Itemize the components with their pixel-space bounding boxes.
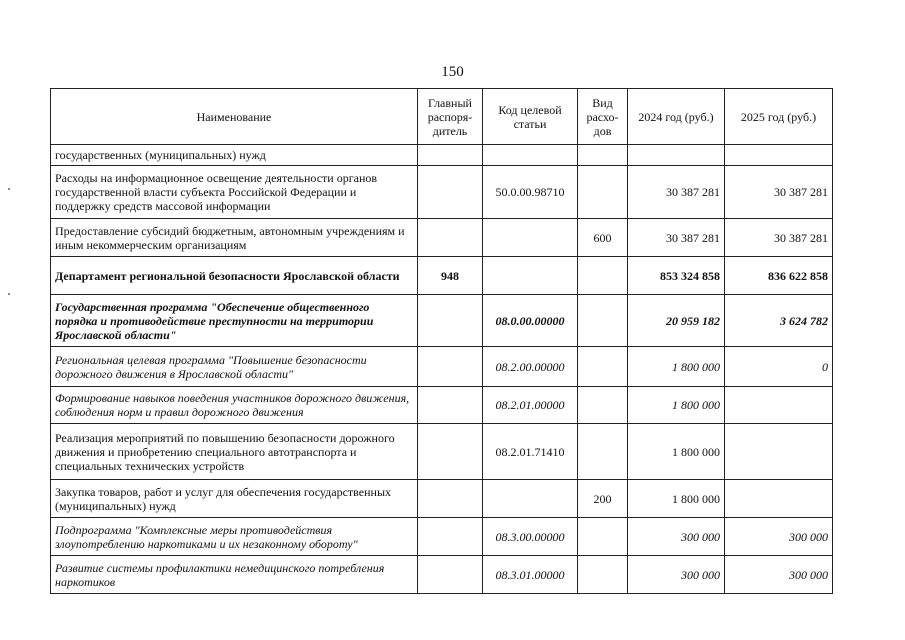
- cell-manager: [418, 347, 483, 387]
- cell-manager: [418, 424, 483, 480]
- cell-type: [578, 347, 628, 387]
- scan-speck: [8, 293, 10, 295]
- table-row: [51, 556, 833, 594]
- cell-2025: 836 622 858: [725, 257, 833, 295]
- cell-2025: 300 000: [725, 556, 833, 594]
- cell-manager: [418, 387, 483, 424]
- cell-2025: [725, 145, 833, 166]
- cell-type: [578, 424, 628, 480]
- cell-2024: 20 959 182: [628, 295, 725, 347]
- cell-code: [483, 145, 578, 166]
- cell-code: [483, 480, 578, 518]
- cell-2025: [725, 424, 833, 480]
- cell-manager: [418, 145, 483, 166]
- cell-2024: 1 800 000: [628, 424, 725, 480]
- cell-2024: 300 000: [628, 556, 725, 594]
- cell-type: [578, 556, 628, 594]
- header-code: Код целевой статьи: [483, 89, 578, 145]
- scan-speck: [8, 188, 10, 190]
- cell-name: Региональная целевая программа "Повышение безопасности дорожного движения в Ярославской области": [51, 347, 418, 387]
- table-row: [51, 347, 833, 387]
- table-row: [51, 166, 833, 219]
- table-row: [51, 295, 833, 347]
- cell-code: 08.2.01.00000: [483, 387, 578, 424]
- cell-type: [578, 145, 628, 166]
- cell-name: Департамент региональной безопасности Ярославской области: [51, 257, 418, 295]
- cell-2024: 1 800 000: [628, 347, 725, 387]
- header-2025: 2025 год (руб.): [725, 89, 833, 145]
- page-number: 150: [441, 64, 464, 80]
- table-row: [51, 257, 833, 295]
- cell-code: [483, 257, 578, 295]
- table-row: [51, 480, 833, 518]
- table-row: [51, 387, 833, 424]
- header-name: Наименование: [51, 89, 418, 145]
- cell-2024: 30 387 281: [628, 219, 725, 257]
- cell-name: государственных (муниципальных) нужд: [51, 145, 418, 166]
- cell-type: 600: [578, 219, 628, 257]
- cell-code: 08.3.00.00000: [483, 518, 578, 556]
- cell-2024: 1 800 000: [628, 480, 725, 518]
- table-row: [51, 424, 833, 480]
- cell-manager: [418, 556, 483, 594]
- cell-2024: 1 800 000: [628, 387, 725, 424]
- header-2024: 2024 год (руб.): [628, 89, 725, 145]
- cell-name: Реализация мероприятий по повышению безопасности дорожного движения и приобретению специального автотранспорта и специальных технических устройств: [51, 424, 418, 480]
- cell-2025: 30 387 281: [725, 166, 833, 219]
- cell-2025: 30 387 281: [725, 219, 833, 257]
- cell-2025: [725, 480, 833, 518]
- cell-2025: 3 624 782: [725, 295, 833, 347]
- cell-manager: [418, 219, 483, 257]
- cell-type: [578, 387, 628, 424]
- cell-name: Подпрограмма "Комплексные меры противодействия злоупотреблению наркотиками и их незаконному обороту": [51, 518, 418, 556]
- cell-manager: [418, 166, 483, 219]
- cell-name: Формирование навыков поведения участников дорожного движения, соблюдения норм и правил дорожного движения: [51, 387, 418, 424]
- cell-name: Развитие системы профилактики немедицинского потребления наркотиков: [51, 556, 418, 594]
- cell-code: [483, 219, 578, 257]
- table-row: [51, 518, 833, 556]
- cell-name: Предоставление субсидий бюджетным, автономным учреждениям и иным некоммерческим организациям: [51, 219, 418, 257]
- cell-manager: 948: [418, 257, 483, 295]
- cell-2024: 853 324 858: [628, 257, 725, 295]
- cell-2024: [628, 145, 725, 166]
- cell-code: 08.3.01.00000: [483, 556, 578, 594]
- cell-type: [578, 295, 628, 347]
- cell-code: 08.2.01.71410: [483, 424, 578, 480]
- cell-manager: [418, 518, 483, 556]
- cell-manager: [418, 480, 483, 518]
- cell-code: 08.2.00.00000: [483, 347, 578, 387]
- header-row: [51, 89, 833, 145]
- cell-type: 200: [578, 480, 628, 518]
- cell-name: Государственная программа "Обеспечение общественного порядка и противодействие преступности на территории Ярославской области": [51, 295, 418, 347]
- header-type: Вид расхо- дов: [578, 89, 628, 145]
- cell-2025: 300 000: [725, 518, 833, 556]
- cell-2024: 300 000: [628, 518, 725, 556]
- cell-code: 08.0.00.00000: [483, 295, 578, 347]
- budget-table: [50, 88, 833, 594]
- cell-type: [578, 166, 628, 219]
- cell-name: Расходы на информационное освещение деятельности органов государственной власти субъекта Российской Федерации и поддержку средств массовой информации: [51, 166, 418, 219]
- cell-2024: 30 387 281: [628, 166, 725, 219]
- cell-2025: [725, 387, 833, 424]
- cell-type: [578, 518, 628, 556]
- cell-2025: 0: [725, 347, 833, 387]
- table-row: [51, 145, 833, 166]
- cell-name: Закупка товаров, работ и услуг для обеспечения государственных (муниципальных) нужд: [51, 480, 418, 518]
- cell-manager: [418, 295, 483, 347]
- cell-code: 50.0.00.98710: [483, 166, 578, 219]
- header-manager: Главный распоря- дитель: [418, 89, 483, 145]
- table-row: [51, 219, 833, 257]
- cell-type: [578, 257, 628, 295]
